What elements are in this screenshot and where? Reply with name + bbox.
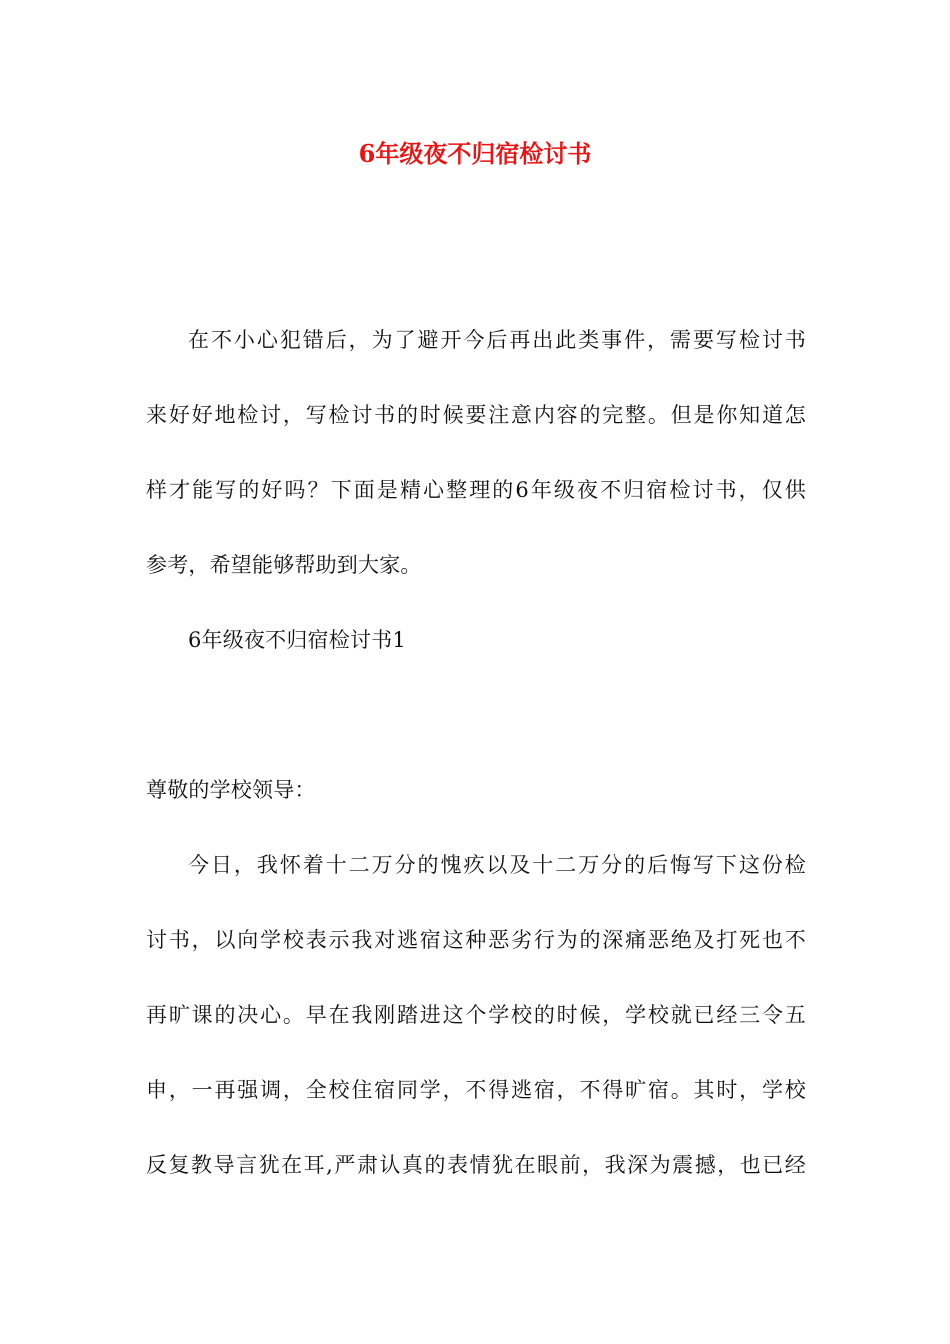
salutation: 尊敬的学校领导： <box>146 778 316 802</box>
intro-line-1: 在不小心犯错后，为了避开今后再出此类事件，需要写检讨书 <box>188 328 806 352</box>
intro-line-2: 来好好地检讨，写检讨书的时候要注意内容的完整。但是你知道怎 <box>146 403 806 427</box>
body-line-2: 讨书，以向学校表示我对逃宿这种恶劣行为的深痛恶绝及打死也不 <box>146 928 806 952</box>
body-line-4: 申，一再强调，全校住宿同学，不得逃宿，不得旷宿。其时，学校 <box>146 1078 806 1102</box>
body-line-3: 再旷课的决心。早在我刚踏进这个学校的时候，学校就已经三令五 <box>146 1003 806 1027</box>
body-line-5: 反复教导言犹在耳,严肃认真的表情犹在眼前，我深为震撼，也已经 <box>146 1153 806 1177</box>
intro-line-4: 参考，希望能够帮助到大家。 <box>146 553 422 577</box>
body-line-1: 今日，我怀着十二万分的愧疚以及十二万分的后悔写下这份检 <box>188 853 806 877</box>
section-heading: 6年级夜不归宿检讨书1 <box>188 628 406 652</box>
intro-line-3: 样才能写的好吗？下面是精心整理的6年级夜不归宿检讨书，仅供 <box>146 478 806 502</box>
document-title: 6年级夜不归宿检讨书 <box>358 139 592 168</box>
